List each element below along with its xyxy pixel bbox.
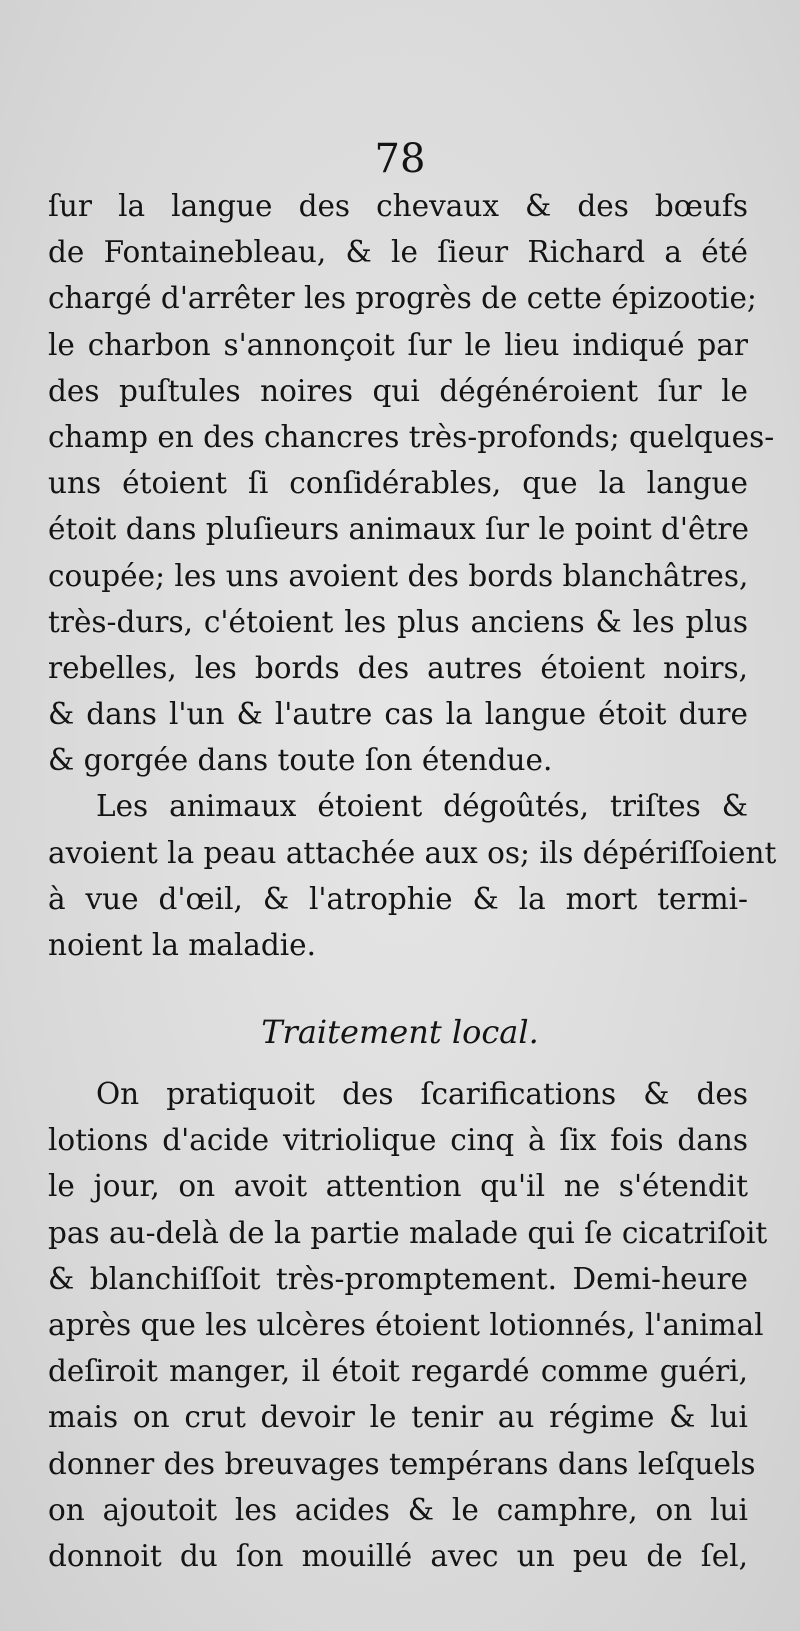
text-line: donner des breuvages tempérans dans leſquels [48, 1446, 756, 1481]
text-line: uns étoient ſi conſidérables, que la langue [48, 466, 748, 501]
text-line: donnoit du ſon mouillé avec un peu de ſel, [48, 1538, 748, 1573]
text-line: chargé d'arrêter les progrès de cette épizootie; [48, 281, 757, 316]
page-number: 78 [374, 136, 426, 182]
text-line: coupée; les uns avoient des bords blanchâtres, [48, 558, 749, 593]
text-line: & gorgée dans toute ſon étendue. [48, 743, 553, 778]
text-line: le charbon s'annonçoit ſur le lieu indiqué par [48, 327, 748, 362]
text-line: très-durs, c'étoient les plus anciens & les plus [48, 604, 748, 639]
text-line: noient la maladie. [48, 928, 317, 962]
text-line: Les animaux étoient dégoûtés, triſtes & [96, 789, 748, 824]
text-line: on ajoutoit les acides & le camphre, on lui [48, 1492, 748, 1527]
body-text-lower [48, 1071, 768, 1579]
text-line: champ en des chancres très-profonds; quelques- [48, 419, 775, 454]
text-line: lotions d'acide vitriolique cinq à ſix fois dans [48, 1123, 748, 1158]
text-line: rebelles, les bords des autres étoient noirs, [48, 650, 748, 685]
text-line: de Fontainebleau, & le ſieur Richard a été [48, 235, 748, 270]
text-line: à vue d'œil, & l'atrophie & la mort termi- [48, 881, 748, 916]
text-line: mais on crut devoir le tenir au régime & lui [48, 1400, 748, 1435]
text-line: pas au-delà de la partie malade qui ſe cicatriſoit [48, 1215, 768, 1250]
section-heading: Traitement local. [261, 1013, 539, 1051]
text-line: après que les ulcères étoient lotionnés, l'animal [48, 1307, 764, 1342]
text-line: étoit dans pluſieurs animaux ſur le point d'être [48, 512, 749, 547]
text-line: deſiroit manger, il étoit regardé comme guéri, [48, 1354, 748, 1389]
text-line: & dans l'un & l'autre cas la langue étoit dure [48, 697, 748, 732]
text-line: des puſtules noires qui dégénéroient ſur le [48, 373, 748, 408]
text-line: avoient la peau attachée aux os; ils dépériſſoient [48, 835, 777, 870]
text-line: le jour, on avoit attention qu'il ne s'étendit [48, 1169, 748, 1204]
text-line: & blanchiſſoit très-promptement. Demi-heure [48, 1261, 748, 1296]
body-text-upper [48, 183, 777, 968]
text-line: ſur la langue des chevaux & des bœufs [48, 189, 748, 223]
text-line: On pratiquoit des ſcarifications & des [96, 1077, 748, 1111]
